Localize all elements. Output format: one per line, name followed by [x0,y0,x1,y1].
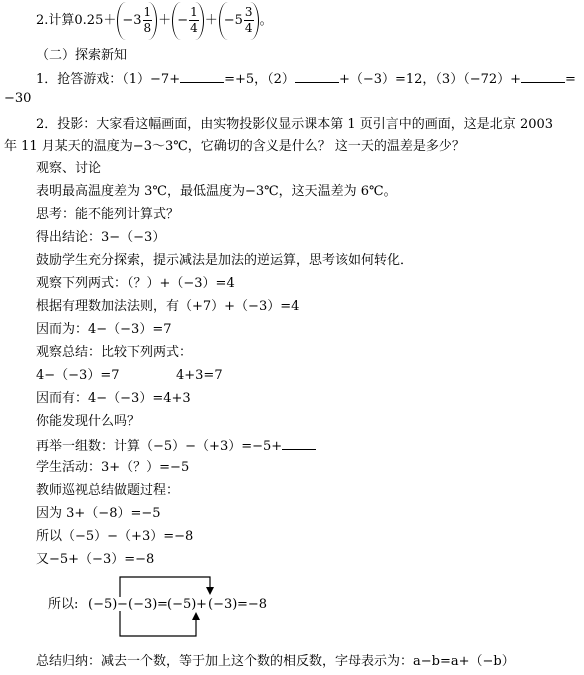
calc-prefix: 2.计算0.25＋ [36,13,117,28]
observation-summary: 观察总结：比较下列两式： [36,345,193,360]
compare-expression-b: 4+3=7 [176,368,223,383]
quick-answer-part-c: +（−3）=12，（3）（−72）+ [338,72,522,87]
another-example [36,437,316,455]
fraction-1-numerator: 1 [143,4,152,19]
upper-arrow-head-icon [206,587,214,595]
calc-end: 。 [259,13,273,28]
so-step: 所以（−5）−（+3）=−8 [36,529,194,544]
observe-discuss: 观察、讨论 [36,161,102,176]
discovery-question: 你能发现什么吗？ [36,414,141,429]
answer-blank-1 [180,70,224,83]
diagram-label: 所以: [48,597,79,612]
fraction-2 [172,2,204,40]
mixed-fraction-1 [117,2,157,40]
fraction-1-denominator: 8 [143,20,152,35]
calc-problem [36,0,273,42]
lower-arrow-head-icon [192,612,200,620]
quick-answer-part-a: 1．抢答游戏：（1）−7+ [36,72,181,87]
mixed-fraction-3 [219,2,259,40]
answer-blank-2 [295,70,339,83]
diagram-term-2: (−3) [128,597,158,612]
quick-answer-game [36,70,576,88]
addition-rule: 根据有理数加法法则，有（+7）+（−3）=4 [36,299,300,314]
answer-blank-3 [521,70,565,83]
fraction-3-denominator: 4 [244,20,253,35]
therefore-equality: 因而有：4−（−3）=4+3 [36,391,191,406]
plus-sign-2: ＋ [204,13,218,28]
diagram-minus: − [117,597,128,612]
fraction-2-sign: − [177,12,189,28]
upper-transform-arrow [120,577,210,597]
answer-blank-4 [282,437,316,450]
projection-paragraph-line-1: 2．投影：大家看这幅画面，由实物投影仪显示课本第 1 页引言中的画面，这是北京 2003 [36,117,554,132]
fraction-3-numerator: 3 [244,4,253,19]
observe-two-expressions: 观察下列两式：（？）+（−3）=4 [36,276,235,291]
quick-answer-continued: −30 [4,91,32,106]
diagram-term-3: (−5) [167,597,197,612]
diagram-result: =−8 [237,597,268,612]
transformation-diagram [0,571,584,641]
compare-expression-a: 4−（−3）=7 [36,368,120,383]
fraction-2-denominator: 4 [190,20,198,35]
fraction-1-whole: −3 [122,12,142,28]
encourage-hint: 鼓励学生充分探索，提示减法是加法的逆运算，思考该如何转化． [36,253,414,268]
diagram-term-1: (−5) [88,597,118,612]
quick-answer-part-d: = [565,72,576,87]
lower-transform-arrow [120,611,196,636]
conclusion: 得出结论：3−（−3） [36,230,166,245]
diagram-term-4: (−3) [208,597,238,612]
temperature-difference: 表明最高温度差为 3℃，最低温度为−3℃，这天温差为 6℃。 [36,184,397,199]
fraction-3-whole: −5 [223,12,243,28]
projection-paragraph-line-2: 年 11 月某天的温度为−3～3℃，它确切的含义是什么？ 这一天的温差是多少？ [4,139,465,154]
student-activity: 学生活动：3+（？）=−5 [36,460,190,475]
think-question: 思考：能不能列计算式？ [36,207,180,222]
summary-rule: 总结归纳：减去一个数，等于加上这个数的相反数，字母表示为：a−b=a+（−b） [36,654,515,669]
diagram-plus: + [196,597,207,612]
teacher-summary: 教师巡视总结做题过程： [36,483,180,498]
diagram-equals-1: = [157,597,168,612]
also-step: 又−5+（−3）=−8 [36,552,155,567]
quick-answer-part-b: =+5，（2） [224,72,295,87]
another-example-text: 再举一组数：计算（−5）−（+3）=−5+ [36,439,283,454]
therefore-result: 因而为：4−（−3）=7 [36,322,172,337]
plus-sign-1: ＋ [158,13,172,28]
fraction-2-numerator: 1 [190,4,198,19]
because-step: 因为 3+（−8）=−5 [36,506,161,521]
section-title: （二）探索新知 [36,48,128,63]
